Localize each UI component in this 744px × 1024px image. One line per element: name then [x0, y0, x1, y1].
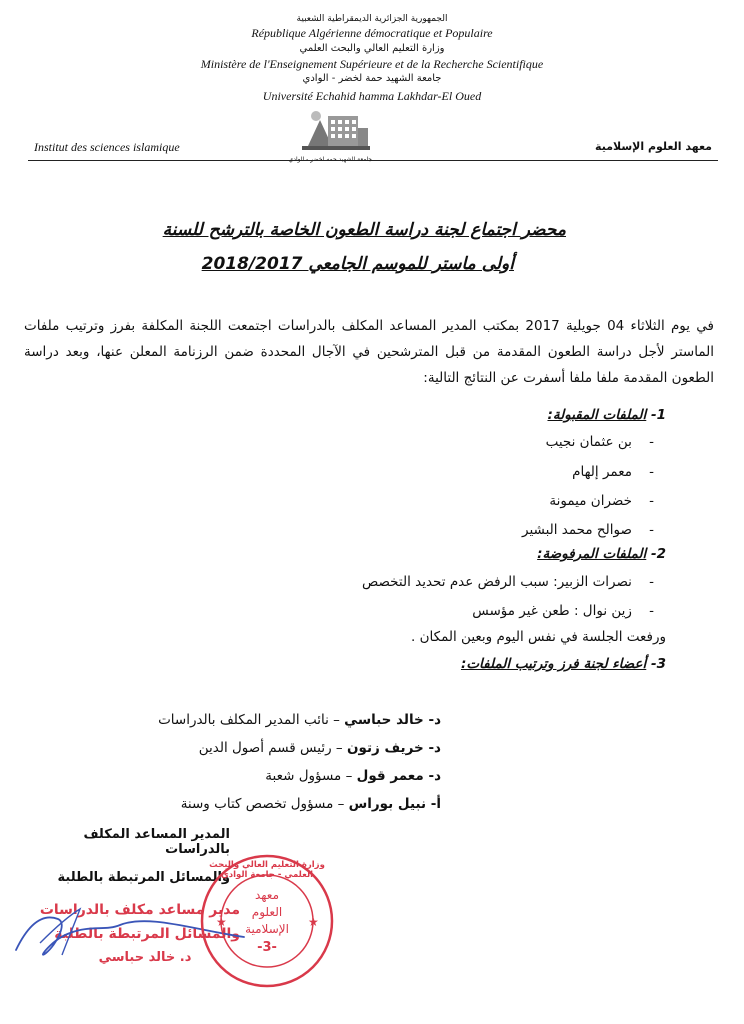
- section-number: 1-: [650, 407, 666, 423]
- document-title-line1: محضر اجتماع لجنة دراسة الطعون الخاصة بالترشح للسنة: [162, 220, 566, 240]
- member-name: د- خريف زتون: [346, 740, 441, 756]
- header-ministry-fr: Ministère de l'Enseignement Supérieure et de la Recherche Scientifique: [200, 57, 544, 71]
- member-role: – مسؤول شعبة: [265, 768, 357, 784]
- svg-text:★: ★: [216, 915, 227, 929]
- member-role: – مسؤول تخصص كتاب وسنة: [180, 796, 349, 812]
- header-university-ar: جامعة الشهيد حمة لخضر - الوادي: [302, 73, 442, 84]
- member-name: أ- نبيل بوراس: [348, 796, 441, 812]
- section-title: أعضاء لجنة فرز وترتيب الملفات:: [460, 656, 647, 672]
- member-role: – نائب المدير المكلف بالدراسات: [158, 712, 345, 728]
- list-item: - صوالح محمد البشير: [522, 522, 654, 538]
- section-title: الملفات المقبولة:: [547, 407, 647, 423]
- member-name: د- خالد حباسي: [344, 712, 441, 728]
- accepted-name: خضران ميمونة: [549, 493, 632, 509]
- header-republic-ar: الجمهورية الجزائرية الديمقراطية الشعبية: [296, 14, 448, 24]
- svg-text:★: ★: [308, 915, 319, 929]
- round-stamp: [198, 852, 336, 990]
- university-logo: [288, 106, 372, 163]
- member-role: – رئيس قسم أصول الدين: [198, 740, 347, 756]
- header-republic-fr: République Algérienne démocratique et Populaire: [251, 26, 493, 40]
- signature-title-line1: المدير المساعد المكلف بالدراسات: [83, 827, 230, 857]
- list-item: - خضران ميمونة: [549, 493, 654, 509]
- rejected-entry: زين نوال : طعن غير مؤسس: [472, 603, 632, 619]
- accepted-name: معمر إلهام: [572, 464, 632, 480]
- accepted-name: بن عثمان نجيب: [545, 434, 632, 450]
- logo-caption: جامعة الشهيد حمه لخضر - الوادي: [288, 156, 372, 163]
- committee-member: [158, 712, 441, 728]
- committee-member: [181, 796, 441, 812]
- list-item: - زين نوال : طعن غير مؤسس: [472, 603, 654, 619]
- stamp-center-number: -3-: [257, 940, 277, 955]
- name-stamp-line1: مدير مساعد مكلف بالدراسات: [39, 902, 240, 918]
- section-number: 2-: [650, 546, 666, 562]
- list-item: - بن عثمان نجيب: [545, 434, 654, 450]
- header-ministry-ar: وزارة التعليم العالي والبحث العلمي: [299, 43, 445, 54]
- stamp-center-line1: معهد: [254, 888, 280, 902]
- stamp-center-line3: الإسلامية: [245, 922, 289, 936]
- list-item: - نصرات الزبير: سبب الرفض عدم تحديد التخصص: [361, 574, 654, 590]
- name-stamp-line3: د. خالد حباسي: [98, 950, 192, 965]
- rejected-entry: نصرات الزبير: سبب الرفض عدم تحديد التخصص: [361, 574, 632, 590]
- stamp-ring-text: وزارة التعليم العالي والبحث العلمي - جامعة الوادي: [209, 860, 325, 880]
- name-stamp-line2: والمسائل المرتبطة بالطلبة: [54, 926, 240, 942]
- member-name: د- معمر قول: [356, 768, 441, 784]
- closing-sentence: ورفعت الجلسة في نفس اليوم وبعين المكان .: [411, 629, 666, 645]
- section-accepted-heading: [547, 407, 666, 423]
- intro-paragraph: في يوم الثلاثاء 04 جويلية 2017 بمكتب المدير المساعد المكلف بالدراسات اجتمعت اللجنة المكلفة بفرز وترتيب ملفات الماستر لأجل دراسة الطعون المقدمة من قبل المترشحين في الآجال المحددة ضمن الرزنامة المعلن عنها، وبعد دراسة الطعون المقدمة ملفا ملفا أسفرت عن النتائج التالية:: [24, 318, 714, 386]
- section-committee-heading: [461, 656, 666, 672]
- list-item: - معمر إلهام: [572, 464, 654, 480]
- document-title-line2: أولى ماستر للموسم الجامعي 2018/2017: [201, 254, 514, 274]
- stamp-center-line2: العلوم: [251, 905, 283, 919]
- section-rejected-heading: [537, 546, 666, 562]
- header-divider: [28, 160, 718, 161]
- section-number: 3-: [650, 656, 666, 672]
- section-title: الملفات المرفوضة:: [537, 546, 647, 562]
- signature-title-line2: والمسائل المرتبطة بالطلبة: [57, 870, 230, 885]
- institute-ar: معهد العلوم الإسلامية: [595, 140, 712, 153]
- accepted-name: صوالح محمد البشير: [522, 522, 632, 538]
- institute-fr: Institut des sciences islamique: [34, 140, 180, 154]
- committee-member: [265, 768, 441, 784]
- committee-member: [199, 740, 441, 756]
- header-university-fr: Université Echahid hamma Lakhdar-El Oued: [262, 89, 482, 103]
